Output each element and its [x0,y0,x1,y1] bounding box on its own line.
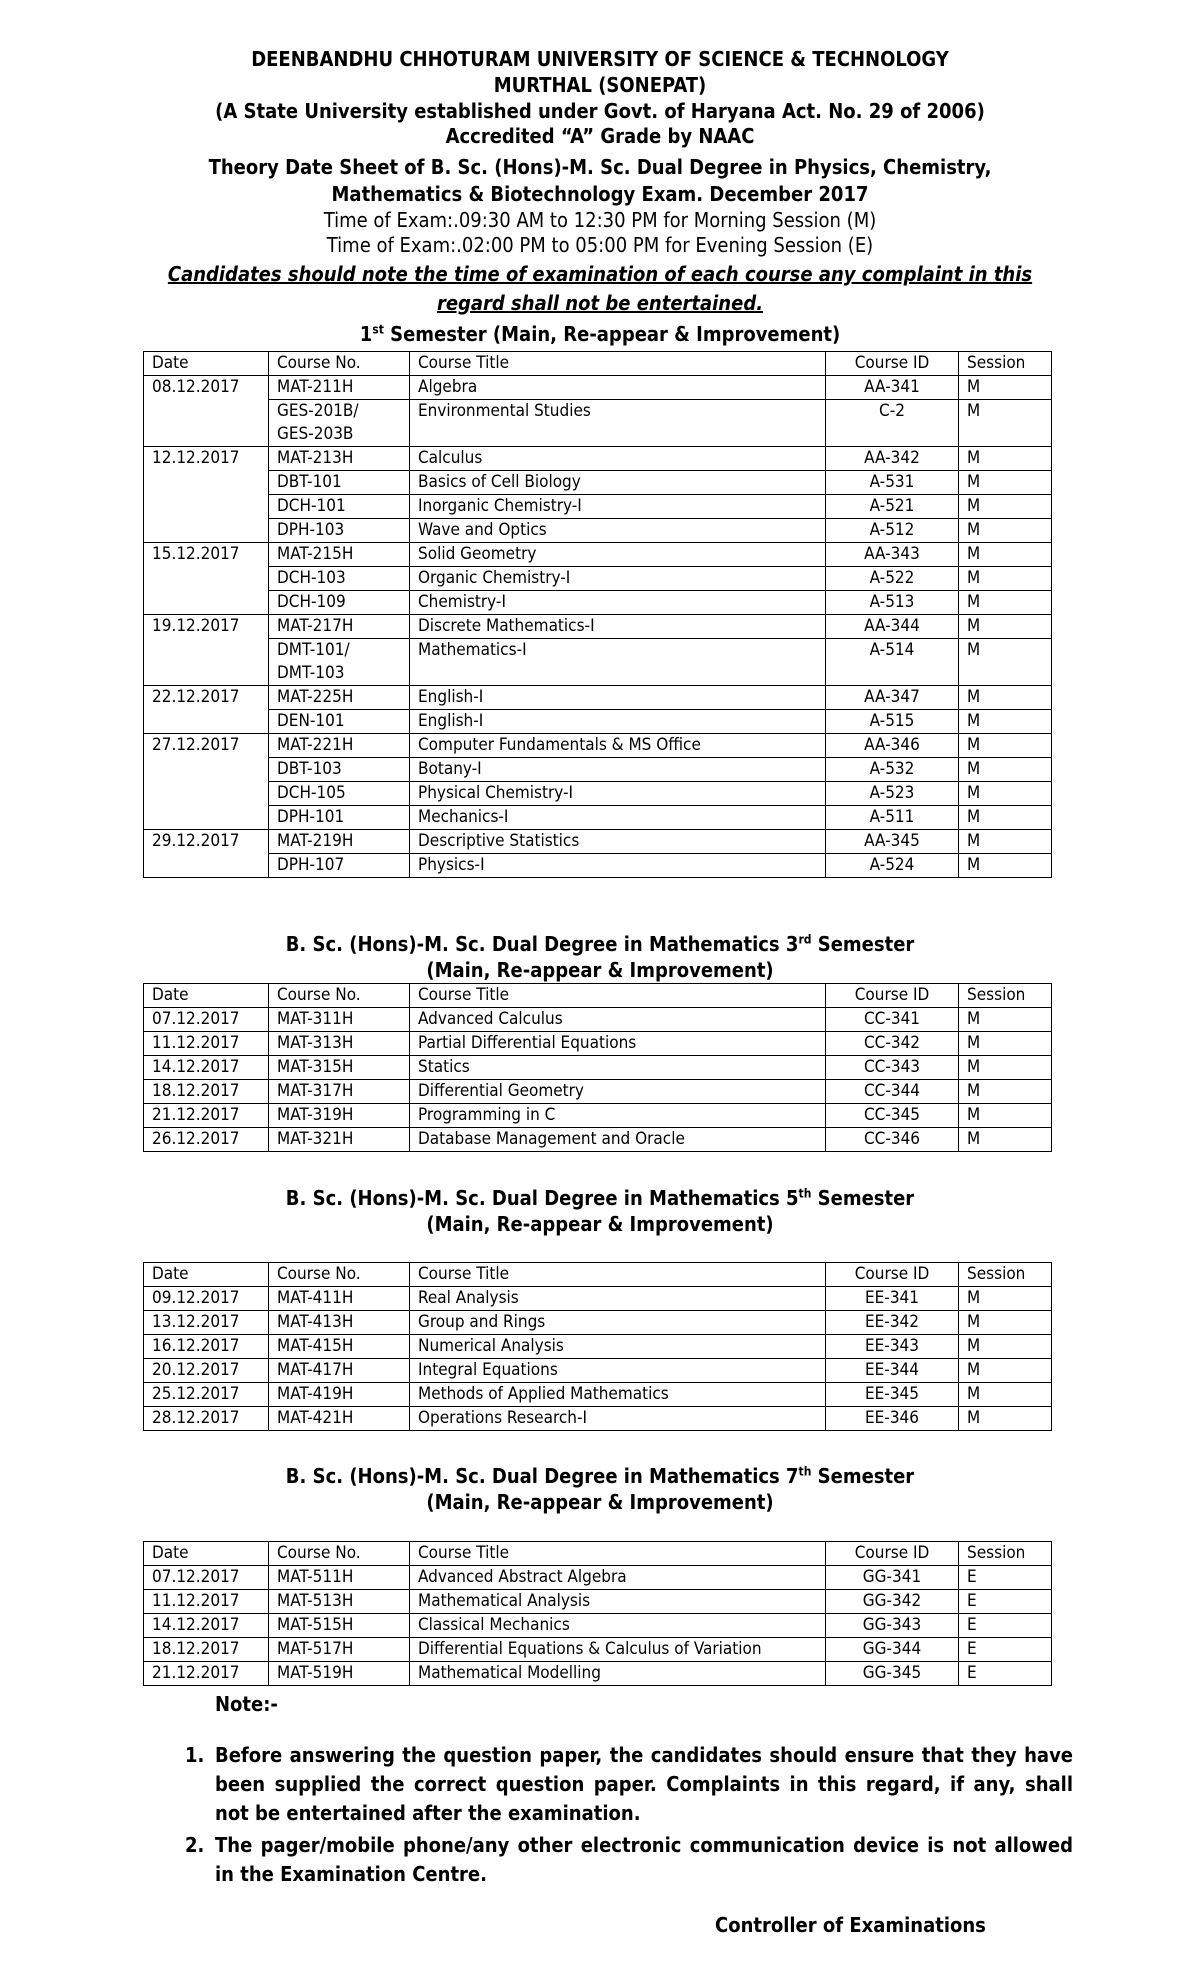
table-row [144,1614,1052,1638]
course-no-cell: MAT-225H [269,686,410,710]
course-title-cell: Solid Geometry [410,543,826,567]
course-id-cell: EE-345 [826,1383,959,1407]
table-row [144,1311,1052,1335]
section-title [0,1463,1200,1489]
course-id-cell: A-531 [826,471,959,495]
course-title-cell: Environmental Studies [410,400,826,447]
course-title-cell: Differential Geometry [410,1080,826,1104]
course-id-cell: A-513 [826,591,959,615]
table-row [144,400,1052,447]
session-cell: M [959,519,1052,543]
university-name: DEENBANDHU CHHOTURAM UNIVERSITY OF SCIENCE & TECHNOLOGY [251,47,949,71]
evening-session-time: Time of Exam:.02:00 PM to 05:00 PM for Evening Session (E) [326,233,874,257]
column-header: Course ID [826,352,959,376]
course-no-cell: MAT-313H [269,1032,410,1056]
course-id-cell: GG-343 [826,1614,959,1638]
session-cell: M [959,710,1052,734]
note-item-2 [185,1831,1073,1889]
table-row [144,447,1052,471]
column-header: Course Title [410,1263,826,1287]
date-cell: 21.12.2017 [144,1662,269,1686]
session-cell: M [959,376,1052,400]
session-cell: M [959,543,1052,567]
session-cell: M [959,1008,1052,1032]
session-cell: M [959,567,1052,591]
section-title-text: B. Sc. (Hons)-M. Sc. Dual Degree in Mathematics 5 [285,1186,799,1210]
column-header: Course ID [826,1542,959,1566]
course-id-cell: A-523 [826,782,959,806]
session-cell: E [959,1566,1052,1590]
session-cell: M [959,447,1052,471]
column-header: Session [959,984,1052,1008]
table-header-row [144,1542,1052,1566]
course-title-cell: Statics [410,1056,826,1080]
session-cell: E [959,1662,1052,1686]
section-title [0,1185,1200,1211]
date-cell: 12.12.2017 [144,447,269,543]
course-id-cell: AA-343 [826,543,959,567]
course-no-cell: MAT-213H [269,447,410,471]
course-id-cell: EE-342 [826,1311,959,1335]
date-cell: 19.12.2017 [144,615,269,686]
course-id-cell: AA-344 [826,615,959,639]
date-cell: 08.12.2017 [144,376,269,447]
session-cell: M [959,1080,1052,1104]
course-no-cell: MAT-319H [269,1104,410,1128]
date-sheet-table [143,1541,1052,1686]
table-row [144,1287,1052,1311]
column-header: Course ID [826,984,959,1008]
column-header: Course Title [410,352,826,376]
course-title-cell: Discrete Mathematics-I [410,615,826,639]
date-cell: 20.12.2017 [144,1359,269,1383]
note-item-1 [185,1741,1073,1828]
course-no-cell: MAT-417H [269,1359,410,1383]
course-no-cell: MAT-513H [269,1590,410,1614]
date-cell: 21.12.2017 [144,1104,269,1128]
section-title-text: Semester [811,1464,915,1488]
column-header: Course No. [269,1542,410,1566]
date-cell: 25.12.2017 [144,1383,269,1407]
column-header: Course No. [269,984,410,1008]
table-row [144,686,1052,710]
course-no-cell: MAT-217H [269,615,410,639]
course-no-cell: GES-201B/ GES-203B [269,400,410,447]
session-cell: M [959,639,1052,686]
course-no-cell: MAT-519H [269,1662,410,1686]
course-no-cell: MAT-219H [269,830,410,854]
course-title-cell: Organic Chemistry-I [410,567,826,591]
course-no-cell: MAT-421H [269,1407,410,1431]
column-header: Date [144,1542,269,1566]
course-title-cell: Basics of Cell Biology [410,471,826,495]
course-title-cell: Advanced Calculus [410,1008,826,1032]
table-row [144,1008,1052,1032]
column-header: Date [144,1263,269,1287]
ordinal-suffix: th [798,1464,812,1479]
date-cell: 18.12.2017 [144,1080,269,1104]
course-id-cell: GG-341 [826,1566,959,1590]
course-id-cell: AA-341 [826,376,959,400]
course-id-cell: EE-343 [826,1335,959,1359]
section-subtitle: (Main, Re-appear & Improvement) [426,1490,774,1514]
table-row [144,519,1052,543]
column-header: Date [144,984,269,1008]
session-cell: E [959,1590,1052,1614]
course-id-cell: AA-347 [826,686,959,710]
course-title-cell: Mathematical Analysis [410,1590,826,1614]
course-no-cell: DBT-101 [269,471,410,495]
course-id-cell: GG-344 [826,1638,959,1662]
course-no-cell: DCH-105 [269,782,410,806]
course-no-cell: MAT-215H [269,543,410,567]
table-row [144,1662,1052,1686]
course-id-cell: C-2 [826,400,959,447]
section-title [0,931,1200,957]
course-no-cell: MAT-315H [269,1056,410,1080]
course-title-cell: Calculus [410,447,826,471]
signature: Controller of Examinations [715,1913,986,1937]
table-row [144,567,1052,591]
course-id-cell: A-511 [826,806,959,830]
table-row [144,615,1052,639]
course-title-cell: Numerical Analysis [410,1335,826,1359]
course-id-cell: EE-346 [826,1407,959,1431]
note-heading: Note:- [215,1692,278,1716]
course-no-cell: MAT-511H [269,1566,410,1590]
warning-line2: regard shall not be entertained. [436,291,764,315]
course-id-cell: A-524 [826,854,959,878]
table-row [144,591,1052,615]
session-cell: M [959,471,1052,495]
note-number: 1. [185,1743,205,1767]
table-row [144,543,1052,567]
session-cell: M [959,854,1052,878]
section-title [0,321,1200,347]
table-row [144,495,1052,519]
course-id-cell: A-532 [826,758,959,782]
course-no-cell: DPH-101 [269,806,410,830]
date-cell: 09.12.2017 [144,1287,269,1311]
course-no-cell: DBT-103 [269,758,410,782]
course-no-cell: MAT-411H [269,1287,410,1311]
course-id-cell: CC-343 [826,1056,959,1080]
table-row [144,1407,1052,1431]
course-id-cell: EE-344 [826,1359,959,1383]
course-no-cell: DCH-103 [269,567,410,591]
course-no-cell: MAT-211H [269,376,410,400]
date-cell: 28.12.2017 [144,1407,269,1431]
date-cell: 14.12.2017 [144,1056,269,1080]
course-no-cell: MAT-415H [269,1335,410,1359]
column-header: Session [959,1263,1052,1287]
course-id-cell: A-515 [826,710,959,734]
course-title-cell: Operations Research-I [410,1407,826,1431]
morning-session-time: Time of Exam:.09:30 AM to 12:30 PM for Morning Session (M) [323,208,877,232]
table-row [144,1056,1052,1080]
date-cell: 07.12.2017 [144,1008,269,1032]
date-cell: 13.12.2017 [144,1311,269,1335]
course-title-cell: Chemistry-I [410,591,826,615]
column-header: Session [959,352,1052,376]
course-id-cell: A-521 [826,495,959,519]
session-cell: M [959,830,1052,854]
date-cell: 22.12.2017 [144,686,269,734]
table-row [144,734,1052,758]
course-title-cell: Integral Equations [410,1359,826,1383]
section-title-text: B. Sc. (Hons)-M. Sc. Dual Degree in Mathematics 3 [285,932,799,956]
datesheet-title-line2: Mathematics & Biotechnology Exam. December 2017 [331,182,869,206]
course-no-cell: MAT-311H [269,1008,410,1032]
date-sheet-table [143,1262,1052,1431]
course-title-cell: Mathematics-I [410,639,826,686]
table-row [144,1128,1052,1152]
course-id-cell: GG-345 [826,1662,959,1686]
column-header: Date [144,352,269,376]
table-row [144,782,1052,806]
column-header: Course No. [269,352,410,376]
course-id-cell: GG-342 [826,1590,959,1614]
note-number: 2. [185,1833,205,1857]
table-row [144,639,1052,686]
course-no-cell: DCH-109 [269,591,410,615]
table-row [144,1383,1052,1407]
course-title-cell: Mechanics-I [410,806,826,830]
date-cell: 29.12.2017 [144,830,269,878]
table-row [144,758,1052,782]
course-id-cell: A-512 [826,519,959,543]
date-cell: 14.12.2017 [144,1614,269,1638]
course-id-cell: AA-345 [826,830,959,854]
course-id-cell: AA-346 [826,734,959,758]
course-title-cell: Inorganic Chemistry-I [410,495,826,519]
course-no-cell: DPH-107 [269,854,410,878]
course-no-cell: MAT-419H [269,1383,410,1407]
course-title-cell: Computer Fundamentals & MS Office [410,734,826,758]
column-header: Course No. [269,1263,410,1287]
course-id-cell: AA-342 [826,447,959,471]
course-no-cell: MAT-317H [269,1080,410,1104]
course-no-cell: MAT-413H [269,1311,410,1335]
table-row [144,1335,1052,1359]
date-sheet-table [143,351,1052,878]
column-header: Session [959,1542,1052,1566]
course-title-cell: Advanced Abstract Algebra [410,1566,826,1590]
session-cell: M [959,1287,1052,1311]
course-id-cell: A-514 [826,639,959,686]
session-cell: M [959,1407,1052,1431]
session-cell: M [959,1128,1052,1152]
course-id-cell: A-522 [826,567,959,591]
date-cell: 07.12.2017 [144,1566,269,1590]
date-cell: 16.12.2017 [144,1335,269,1359]
table-header-row [144,984,1052,1008]
session-cell: M [959,734,1052,758]
section-title-text: B. Sc. (Hons)-M. Sc. Dual Degree in Mathematics 7 [285,1464,799,1488]
section-title-text: 1 [359,322,373,346]
table-row [144,1566,1052,1590]
section-title-text: Semester (Main, Re-appear & Improvement) [383,322,841,346]
session-cell: M [959,1311,1052,1335]
date-cell: 11.12.2017 [144,1032,269,1056]
session-cell: M [959,615,1052,639]
course-title-cell: Descriptive Statistics [410,830,826,854]
course-title-cell: Differential Equations & Calculus of Variation [410,1638,826,1662]
course-id-cell: EE-341 [826,1287,959,1311]
accreditation: Accredited “A” Grade by NAAC [445,124,755,148]
session-cell: E [959,1614,1052,1638]
table-row [144,1104,1052,1128]
table-row [144,1359,1052,1383]
table-row [144,830,1052,854]
session-cell: M [959,495,1052,519]
table-row [144,471,1052,495]
table-row [144,1032,1052,1056]
course-id-cell: CC-344 [826,1080,959,1104]
session-cell: E [959,1638,1052,1662]
column-header: Course Title [410,984,826,1008]
course-no-cell: DMT-101/ DMT-103 [269,639,410,686]
table-row [144,1080,1052,1104]
date-cell: 27.12.2017 [144,734,269,830]
course-title-cell: Mathematical Modelling [410,1662,826,1686]
column-header: Course Title [410,1542,826,1566]
warning-line1: Candidates should note the time of examination of each course any complaint in this [167,262,1033,286]
session-cell: M [959,1104,1052,1128]
date-cell: 15.12.2017 [144,543,269,615]
course-no-cell: MAT-321H [269,1128,410,1152]
table-row [144,1638,1052,1662]
course-title-cell: English-I [410,686,826,710]
table-header-row [144,352,1052,376]
note-text: Before answering the question paper, the candidates should ensure that they have been supplied the correct question paper. Complaints in this regard, if any, shall not be entertained after the examination. [215,1743,1073,1825]
ordinal-suffix: rd [798,932,812,947]
session-cell: M [959,758,1052,782]
table-row [144,1590,1052,1614]
university-establishment: (A State University established under Govt. of Haryana Act. No. 29 of 2006) [215,99,985,123]
section-title-text: Semester [811,1186,915,1210]
session-cell: M [959,1335,1052,1359]
note-text: The pager/mobile phone/any other electronic communication device is not allowed in the Examination Centre. [215,1833,1073,1886]
university-location: MURTHAL (SONEPAT) [493,73,707,97]
session-cell: M [959,1383,1052,1407]
table-row [144,376,1052,400]
course-title-cell: English-I [410,710,826,734]
table-row [144,854,1052,878]
course-no-cell: DPH-103 [269,519,410,543]
course-title-cell: Wave and Optics [410,519,826,543]
table-row [144,806,1052,830]
datesheet-title-line1: Theory Date Sheet of B. Sc. (Hons)-M. Sc. Dual Degree in Physics, Chemistry, [208,155,992,179]
session-cell: M [959,591,1052,615]
course-title-cell: Group and Rings [410,1311,826,1335]
course-id-cell: CC-345 [826,1104,959,1128]
course-no-cell: MAT-515H [269,1614,410,1638]
course-no-cell: DEN-101 [269,710,410,734]
date-cell: 11.12.2017 [144,1590,269,1614]
course-no-cell: DCH-101 [269,495,410,519]
course-title-cell: Database Management and Oracle [410,1128,826,1152]
ordinal-suffix: th [798,1186,812,1201]
course-id-cell: CC-342 [826,1032,959,1056]
session-cell: M [959,806,1052,830]
course-title-cell: Real Analysis [410,1287,826,1311]
column-header: Course ID [826,1263,959,1287]
course-no-cell: MAT-517H [269,1638,410,1662]
course-title-cell: Physical Chemistry-I [410,782,826,806]
course-no-cell: MAT-221H [269,734,410,758]
session-cell: M [959,1056,1052,1080]
table-header-row [144,1263,1052,1287]
session-cell: M [959,400,1052,447]
course-title-cell: Physics-I [410,854,826,878]
course-title-cell: Programming in C [410,1104,826,1128]
course-title-cell: Classical Mechanics [410,1614,826,1638]
date-cell: 26.12.2017 [144,1128,269,1152]
session-cell: M [959,1359,1052,1383]
session-cell: M [959,782,1052,806]
session-cell: M [959,1032,1052,1056]
course-title-cell: Botany-I [410,758,826,782]
course-id-cell: CC-346 [826,1128,959,1152]
date-sheet-table [143,983,1052,1152]
ordinal-suffix: st [372,322,384,337]
course-title-cell: Partial Differential Equations [410,1032,826,1056]
section-title-text: Semester [811,932,915,956]
course-id-cell: CC-341 [826,1008,959,1032]
session-cell: M [959,686,1052,710]
table-row [144,710,1052,734]
section-subtitle: (Main, Re-appear & Improvement) [426,958,774,982]
course-title-cell: Algebra [410,376,826,400]
section-subtitle: (Main, Re-appear & Improvement) [426,1212,774,1236]
course-title-cell: Methods of Applied Mathematics [410,1383,826,1407]
date-cell: 18.12.2017 [144,1638,269,1662]
